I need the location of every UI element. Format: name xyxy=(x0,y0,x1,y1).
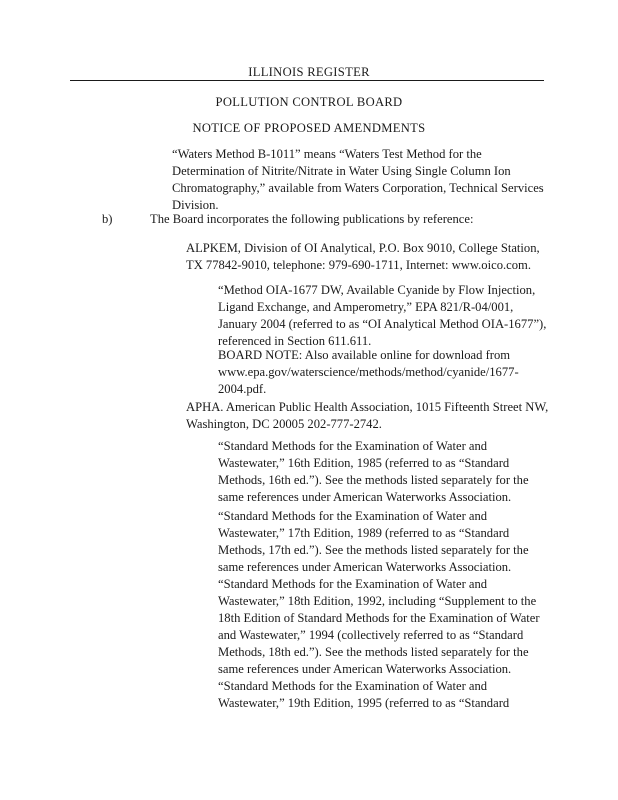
alpkem-publication: “Method OIA-1677 DW, Available Cyanide by Flow Injection, Ligand Exchange, and Amperometry,” EPA 821/R-04/001, January 2004 (referred to as “OI Analytical Method OIA-1677”), referenced in Section 611.611. xyxy=(218,283,547,348)
subsection-intro: The Board incorporates the following publications by reference: xyxy=(150,212,474,226)
apha-publication-17th: “Standard Methods for the Examination of Water and Wastewater,” 17th Edition, 1989 (referred to as “Standard Methods, 17th ed.”). See the methods listed separately for the same references under American Waterworks Association. xyxy=(218,509,529,574)
apha-entry: APHA. American Public Health Association, 1015 Fifteenth Street NW, Washington, DC 20005 202-777-2742. xyxy=(186,400,549,431)
apha-publication-18th: “Standard Methods for the Examination of Water and Wastewater,” 18th Edition, 1992, including “Supplement to the 18th Edition of Standard Methods for the Examination of Water and Wastewater,” 1994 (collectively referred to as “Standard Methods, 18th ed.”). See the methods listed separately for the same references under American Waterworks Association. xyxy=(218,577,540,676)
notice-heading: NOTICE OF PROPOSED AMENDMENTS xyxy=(192,121,426,135)
register-title: ILLINOIS REGISTER xyxy=(248,65,370,79)
alpkem-entry: ALPKEM, Division of OI Analytical, P.O. Box 9010, College Station, TX 77842-9010, telephone: 979-690-1711, Internet: www.oico.com. xyxy=(186,241,540,272)
apha-publication-16th: “Standard Methods for the Examination of Water and Wastewater,” 16th Edition, 1985 (referred to as “Standard Methods, 16th ed.”). See the methods listed separately for the same references under American Waterworks Association. xyxy=(218,439,529,504)
waters-method-paragraph: “Waters Method B-1011” means “Waters Test Method for the Determination of Nitrite/Nitrate in Water Using Single Column Ion Chromatography,” available from Waters Corporation, Technical Services Division. xyxy=(172,147,544,212)
board-note: BOARD NOTE: Also available online for download from www.epa.gov/waterscience/methods/method/cyanide/1677-2004.pdf. xyxy=(218,348,519,396)
agency-heading: POLLUTION CONTROL BOARD xyxy=(215,95,403,109)
header-rule xyxy=(70,80,544,81)
apha-publication-19th: “Standard Methods for the Examination of Water and Wastewater,” 19th Edition, 1995 (referred to as “Standard xyxy=(218,679,510,710)
subsection-label: b) xyxy=(102,212,113,226)
